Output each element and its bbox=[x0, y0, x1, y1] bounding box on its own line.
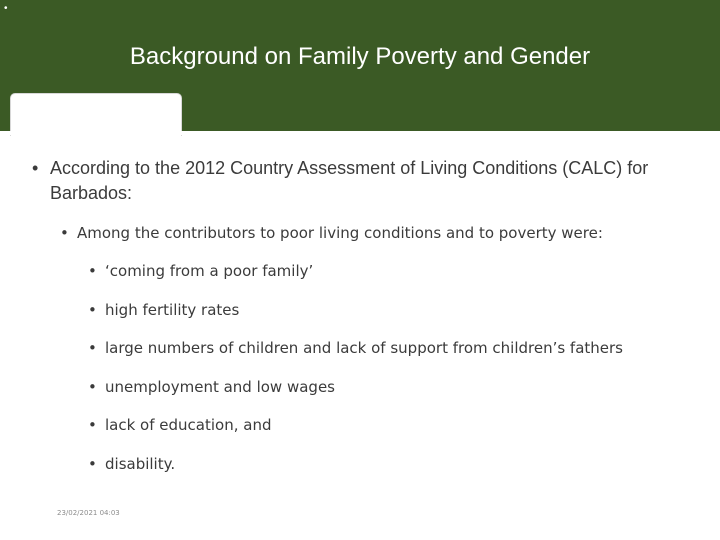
bullet-level3-item bbox=[88, 259, 708, 283]
bullet-level3-text: large numbers of children and lack of support from children’s fathers bbox=[105, 339, 623, 357]
bullet-glyph: • bbox=[88, 455, 97, 473]
bullet-level2-text: Among the contributors to poor living conditions and to poverty were: bbox=[77, 224, 603, 242]
slide-title: Background on Family Poverty and Gender bbox=[129, 43, 591, 70]
bullet-level1 bbox=[32, 156, 692, 206]
header-tab bbox=[10, 93, 182, 136]
bullet-glyph: • bbox=[88, 262, 97, 280]
bullet-level3-text: disability. bbox=[105, 455, 176, 473]
header-tab-join bbox=[0, 131, 720, 135]
bullet-level3-text: high fertility rates bbox=[105, 301, 240, 319]
bullet-level3-item bbox=[88, 375, 708, 399]
bullet-level3-item bbox=[88, 452, 708, 476]
bullet-level3-item bbox=[88, 298, 708, 322]
bullet-level2 bbox=[60, 221, 710, 245]
footer-date: 23/02/2021 04:03 bbox=[57, 509, 120, 517]
bullet-level1-text: According to the 2012 Country Assessment of Living Conditions (CALC) for Barbados: bbox=[50, 158, 649, 203]
bullet-glyph: • bbox=[88, 301, 97, 319]
bullet-level3-text: lack of education, and bbox=[105, 416, 272, 434]
bullet-glyph: • bbox=[32, 158, 39, 178]
bullet-level3-text: unemployment and low wages bbox=[105, 378, 335, 396]
bullet-glyph: • bbox=[88, 416, 97, 434]
bullet-glyph: • bbox=[60, 224, 69, 242]
bullet-glyph: • bbox=[88, 378, 97, 396]
bullet-level3-text: ‘coming from a poor family’ bbox=[105, 262, 314, 280]
corner-bullet: • bbox=[4, 3, 8, 14]
bullet-level3-item bbox=[88, 336, 708, 360]
bullet-level3-item bbox=[88, 413, 708, 437]
bullet-glyph: • bbox=[88, 339, 97, 357]
